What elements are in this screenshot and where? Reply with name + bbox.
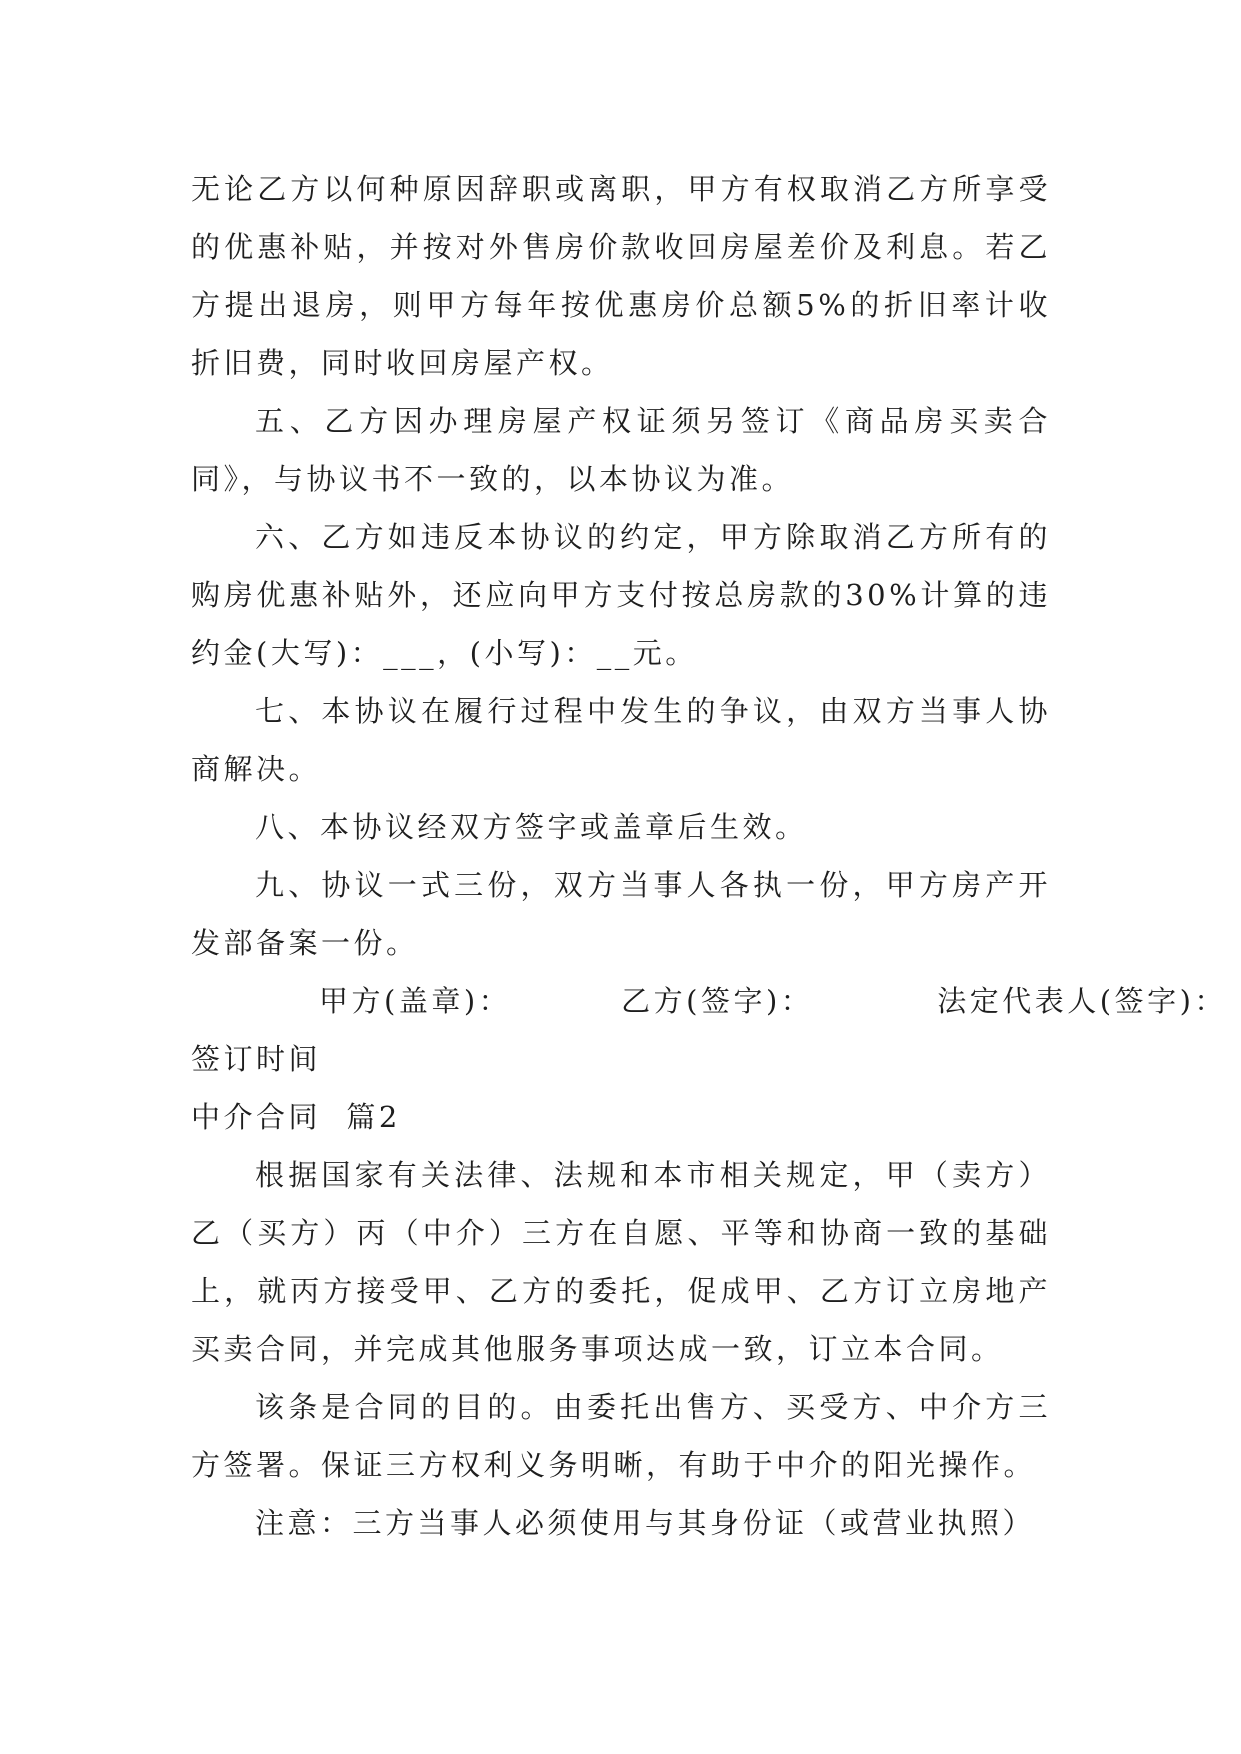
party-b-signature-label: 乙方(签字)： bbox=[621, 984, 814, 1018]
paragraph-clause-6: 六、乙方如违反本协议的约定，甲方除取消乙方所有的购房优惠补贴外，还应向甲方支付按总房款的30%计算的违约金(大写)：___，(小写)：__元。 bbox=[191, 520, 1051, 670]
paragraph-clause-explanation: 该条是合同的目的。由委托出售方、买受方、中介方三方签署。保证三方权利义务明晰，有助于中介的阳光操作。 bbox=[191, 1390, 1051, 1482]
paragraph-clause-7: 七、本协议在履行过程中发生的争议，由双方当事人协商解决。 bbox=[191, 694, 1051, 786]
document-page bbox=[191, 160, 1227, 1552]
party-a-signature-label: 甲方(盖章)： bbox=[319, 984, 512, 1018]
legal-representative-signature-label: 法定代表人(签字)： bbox=[937, 984, 1227, 1018]
paragraph-terms-continued: 无论乙方以何种原因辞职或离职，甲方有权取消乙方所享受的优惠补贴，并按对外售房价款收回房屋差价及利息。若乙方提出退房，则甲方每年按优惠房价总额5%的折旧率计收折旧费，同时收回房屋产权。 bbox=[191, 172, 1051, 380]
paragraph-clause-9: 九、协议一式三份，双方当事人各执一份，甲方房产开发部备案一份。 bbox=[191, 868, 1051, 960]
paragraph-clause-8: 八、本协议经双方签字或盖章后生效。 bbox=[255, 810, 808, 844]
sign-date-label: 签订时间 bbox=[191, 1042, 322, 1076]
section-heading: 中介合同 篇2 bbox=[191, 1100, 401, 1134]
paragraph-notice: 注意：三方当事人必须使用与其身份证（或营业执照） bbox=[255, 1506, 1036, 1540]
paragraph-contract-purpose: 根据国家有关法律、法规和本市相关规定，甲（卖方）乙（买方）丙（中介）三方在自愿、平等和协商一致的基础上，就丙方接受甲、乙方的委托，促成甲、乙方订立房地产买卖合同，并完成其他服务事项达成一致，订立本合同。 bbox=[191, 1158, 1051, 1366]
paragraph-clause-5: 五、乙方因办理房屋产权证须另签订《商品房买卖合同》，与协议书不一致的，以本协议为准。 bbox=[191, 404, 1051, 496]
signature-line bbox=[191, 972, 1227, 1030]
